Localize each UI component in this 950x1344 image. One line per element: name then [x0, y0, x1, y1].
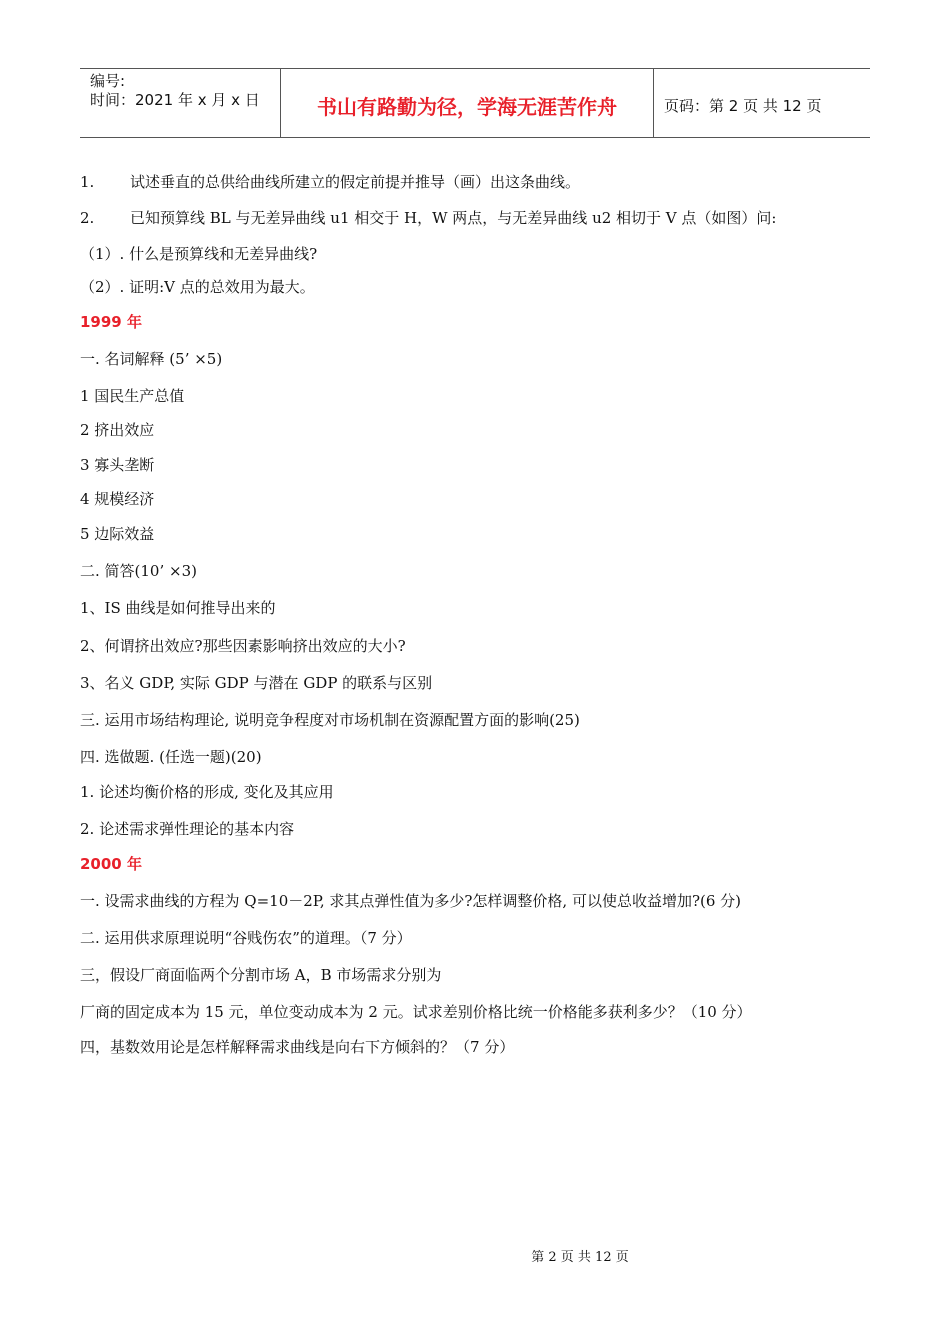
question-line: 一. 设需求曲线的方程为 Q=10－2P, 求其点弹性值为多少?怎样调整价格, 可以使总收益增加?(6 分)	[80, 892, 742, 910]
year-heading-1999: 1999 年	[80, 313, 142, 331]
year-heading-2000: 2000 年	[80, 855, 142, 873]
list-item: 5 边际效益	[80, 525, 155, 543]
document-date: 时间：2021 年 x 月 x 日	[90, 91, 260, 109]
question-text: 试述垂直的总供给曲线所建立的假定前提并推导（画）出这条曲线。	[130, 173, 581, 191]
question-number: 2.	[80, 209, 95, 227]
question-line: 三，假设厂商面临两个分割市场 A，B 市场需求分别为	[80, 966, 442, 984]
document-number-label: 编号:	[90, 72, 126, 90]
question-1	[80, 172, 580, 192]
list-item: 2、何谓挤出效应?那些因素影响挤出效应的大小?	[80, 637, 406, 655]
question-number: 1.	[80, 173, 95, 191]
question-line: 四，基数效用论是怎样解释需求曲线是向右下方倾斜的？（7 分）	[80, 1038, 515, 1056]
header-page-info: 页码：第 2 页 共 12 页	[664, 96, 822, 115]
list-item: 2 挤出效应	[80, 421, 155, 439]
section-heading: 二. 简答(10’ ×3)	[80, 562, 197, 580]
question-2	[80, 208, 776, 228]
sub-question: （2）. 证明:V 点的总效用为最大。	[80, 278, 315, 296]
list-item: 4 规模经济	[80, 490, 155, 508]
page-footer: 第 2 页 共 12 页	[531, 1250, 629, 1265]
list-item: 1 国民生产总值	[80, 387, 185, 405]
header-meta	[80, 69, 281, 137]
header-motto: 书山有路勤为径，学海无涯苦作舟	[281, 69, 654, 137]
list-item: 3 寡头垄断	[80, 456, 155, 474]
question-line: 二. 运用供求原理说明“谷贱伤农”的道理。（7 分）	[80, 929, 412, 947]
question-line: 厂商的固定成本为 15 元，单位变动成本为 2 元。试求差别价格比统一价格能多获利多少？（10 分）	[80, 1003, 752, 1021]
list-item: 1、IS 曲线是如何推导出来的	[80, 599, 276, 617]
page-header	[80, 68, 870, 138]
list-item: 2. 论述需求弹性理论的基本内容	[80, 820, 295, 838]
section-heading: 三. 运用市场结构理论, 说明竞争程度对市场机制在资源配置方面的影响(25)	[80, 711, 580, 729]
list-item: 1. 论述均衡价格的形成, 变化及其应用	[80, 783, 334, 801]
sub-question: （1）. 什么是预算线和无差异曲线?	[80, 245, 318, 263]
question-text: 已知预算线 BL 与无差异曲线 u1 相交于 H，W 两点，与无差异曲线 u2 相切于 V 点（如图）问:	[130, 209, 777, 227]
section-heading: 四. 选做题. (任选一题)(20)	[80, 748, 262, 766]
section-heading: 一. 名词解释 (5’ ×5)	[80, 350, 223, 368]
list-item: 3、名义 GDP, 实际 GDP 与潜在 GDP 的联系与区别	[80, 674, 433, 692]
